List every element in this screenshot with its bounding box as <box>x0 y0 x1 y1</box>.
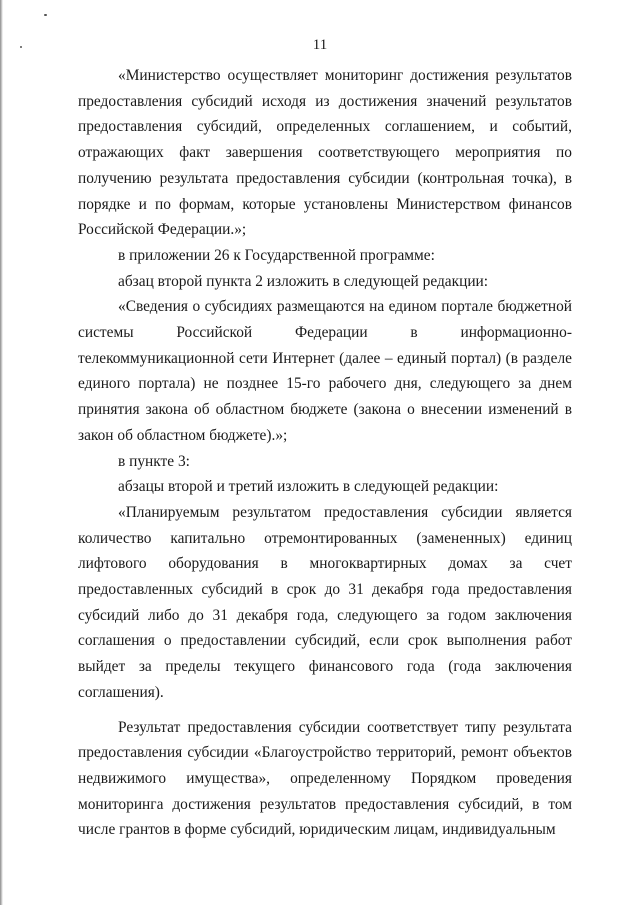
paragraph-ministry-monitoring: «Министерство осуществляет мониторинг достижения результатов предоставления субсидий исходя из достижения значений результатов предоставления субсидий, определенных соглашением, и событий, отражающих факт завершения соответствующего мероприятия по получению результата предоставления субсидии (контрольная точка), в порядке и по формам, которые установлены Министерством финансов Российской Федерации.»; <box>78 67 572 239</box>
scan-speck <box>44 14 47 16</box>
paragraph-appendix-26: в приложении 26 к Государственной программе: <box>118 246 435 264</box>
paragraph-subsidy-info-portal: «Сведения о субсидиях размещаются на едином портале бюджетной системы Российской Федерации в информационно-телекоммуникационной сети Интернет (далее – единый портал) (в разделе единого портала) не позднее 15-го рабочего дня, следующего за днем принятия закона об областном бюджете (закона о внесении изменений в закон об областном бюджете).»; <box>78 298 572 444</box>
paragraph-planned-result: «Планируемым результатом предоставления субсидии является количество капитально отремонтированных (замененных) единиц лифтового оборудования в многоквартирных домах за счет предоставленных субсидий в срок до 31 декабря года предоставления субсидий либо до 31 декабря года, следующего за годом заключения соглашения о предоставлении субсидий, если срок выполнения работ выйдет за пределы текущего финансового года (года заключения соглашения). <box>78 503 572 701</box>
paragraph-clauses-instruction: абзацы второй и третий изложить в следующей редакции: <box>118 478 499 496</box>
paragraph-clause-3: в пункте 3: <box>118 452 190 470</box>
scan-left-edge <box>0 0 3 905</box>
document-body <box>78 63 572 843</box>
paragraph-clause-2-instruction: абзац второй пункта 2 изложить в следующей редакции: <box>118 272 489 290</box>
page-number: 11 <box>312 37 328 53</box>
paragraph-result-type: Результат предоставления субсидии соответствует типу результата предоставления субсидии «Благоустройство территорий, ремонт объектов недвижимого имущества», определенному Порядком проведения мониторинга достижения результатов предоставления субсидий, в том числе грантов в форме субсидий, юридическим лицам, индивидуальным <box>78 718 572 839</box>
